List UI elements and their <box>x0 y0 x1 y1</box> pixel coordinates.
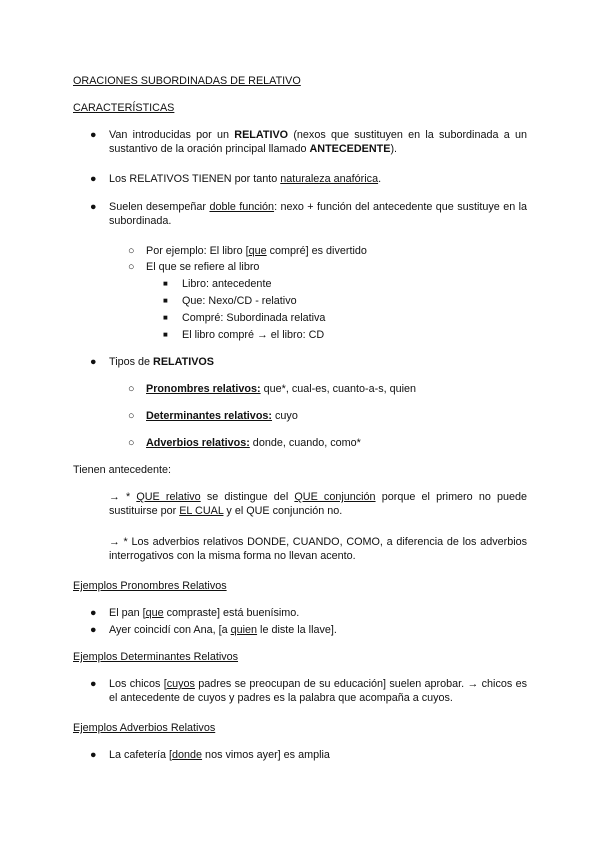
underlined-text: naturaleza anafórica <box>280 173 379 185</box>
tipo-label: Determinantes relativos: <box>146 410 273 422</box>
list-item <box>146 409 298 423</box>
title-text: ORACIONES SUBORDINADAS DE RELATIVO <box>73 75 301 87</box>
tipo-label: Pronombres relativos: <box>146 383 261 395</box>
bullet-icon: ● <box>90 129 97 141</box>
document-title <box>73 74 301 88</box>
list-item: El libro compré → el libro: CD <box>182 329 325 341</box>
underlined-text: EL CUAL <box>179 505 224 517</box>
circle-bullet-icon: ○ <box>128 261 135 273</box>
list-item <box>109 623 337 637</box>
list-item <box>109 677 527 705</box>
text-span: que*, cual-es, cuanto-a-s, quien <box>260 383 417 395</box>
list-item <box>146 244 367 258</box>
bullet-icon: ● <box>90 678 97 690</box>
text-span: donde, cuando, como* <box>249 437 361 449</box>
section-heading-caracteristicas <box>73 101 174 115</box>
list-item <box>109 748 330 762</box>
text-span: nos vimos ayer] es amplia <box>202 749 330 761</box>
square-bullet-icon: ■ <box>163 279 168 288</box>
text-span: compraste] está buenísimo. <box>163 607 300 619</box>
circle-bullet-icon: ○ <box>128 245 135 257</box>
underlined-text: doble función <box>209 201 275 213</box>
antecedente-bold: ANTECEDENTE <box>309 143 391 155</box>
text-span: El pan [ <box>109 607 146 619</box>
list-item <box>109 200 527 228</box>
circle-bullet-icon: ○ <box>128 437 135 449</box>
section-heading-ejemplos-pronombres <box>73 579 227 593</box>
bullet-icon: ● <box>90 201 97 213</box>
text-span: compré] es divertido <box>266 245 367 257</box>
text-span: le diste la llave]. <box>257 624 337 636</box>
text-span: Por ejemplo: El libro [ <box>146 245 249 257</box>
relativo-bold: RELATIVO <box>234 129 289 141</box>
heading-text: Ejemplos Adverbios Relativos <box>73 722 216 734</box>
text-span: ). <box>390 143 398 155</box>
underlined-text: cuyos <box>166 678 195 690</box>
heading-text: Ejemplos Pronombres Relativos <box>73 580 227 592</box>
text-span: Ayer coincidí con Ana, [a <box>109 624 231 636</box>
text-span: Los RELATIVOS TIENEN por tanto <box>109 173 281 185</box>
bullet-icon: ● <box>90 749 97 761</box>
text-span: Suelen desempeñar <box>109 201 210 213</box>
list-item <box>109 606 299 620</box>
caracteristicas-text: CARACTERÍSTICAS <box>73 102 175 114</box>
list-item <box>146 436 361 450</box>
note-paragraph: → * Los adverbios relativos DONDE, CUANDO, COMO, a diferencia de los adverbios interrogativos con la misma forma no llevan acento. <box>109 536 527 562</box>
circle-bullet-icon: ○ <box>128 410 135 422</box>
text-span: : nexo + función del antecedente que sustituye en la subordinada. <box>109 201 527 227</box>
text-span: La cafetería [ <box>109 749 173 761</box>
section-heading-ejemplos-adverbios <box>73 721 215 735</box>
list-item: El que se refiere al libro <box>146 261 260 273</box>
bullet-icon: ● <box>90 624 97 636</box>
text-span: cuyo <box>272 410 298 422</box>
note-paragraph <box>109 490 527 518</box>
relativos-bold: RELATIVOS <box>153 356 215 368</box>
list-item <box>146 382 416 396</box>
underlined-text: que <box>145 607 164 619</box>
underlined-text: que <box>248 245 267 257</box>
underlined-text: QUE relativo <box>136 491 201 503</box>
text-span: y el QUE conjunción no. <box>223 505 343 517</box>
square-bullet-icon: ■ <box>163 330 168 339</box>
list-item <box>109 128 527 156</box>
underlined-text: quien <box>230 624 258 636</box>
list-item: Libro: antecedente <box>182 278 272 290</box>
bullet-icon: ● <box>90 356 97 368</box>
text-span: porque el primero no puede sustituirse por <box>109 491 528 517</box>
text-span: padres se preocupan de su educación] suelen aprobar. → chicos es el antecedente de cuyos y padres es la palabra que acompaña a cuyos. <box>109 678 527 704</box>
text-span: (nexos que sustituyen en la subordinada a un sustantivo de la oración principal llamado <box>109 129 527 155</box>
text-span: Van introducidas por un <box>109 129 235 141</box>
underlined-text: QUE conjunción <box>294 491 376 503</box>
circle-bullet-icon: ○ <box>128 383 135 395</box>
list-item: Compré: Subordinada relativa <box>182 312 326 324</box>
square-bullet-icon: ■ <box>163 313 168 322</box>
heading-text: Ejemplos Determinantes Relativos <box>73 651 239 663</box>
bullet-icon: ● <box>90 607 97 619</box>
tipo-label: Adverbios relativos: <box>146 437 250 449</box>
bullet-icon: ● <box>90 173 97 185</box>
list-item <box>109 172 381 186</box>
underlined-text: donde <box>172 749 203 761</box>
paragraph: Tienen antecedente: <box>73 464 172 476</box>
text-span: Los chicos [ <box>109 678 167 690</box>
text-span: . <box>378 173 382 185</box>
list-item <box>109 355 214 369</box>
section-heading-ejemplos-determinantes <box>73 650 238 664</box>
square-bullet-icon: ■ <box>163 296 168 305</box>
text-span: → * <box>109 491 137 503</box>
list-item: Que: Nexo/CD - relativo <box>182 295 297 307</box>
text-span: Tipos de <box>109 356 154 368</box>
text-span: se distingue del <box>200 491 295 503</box>
